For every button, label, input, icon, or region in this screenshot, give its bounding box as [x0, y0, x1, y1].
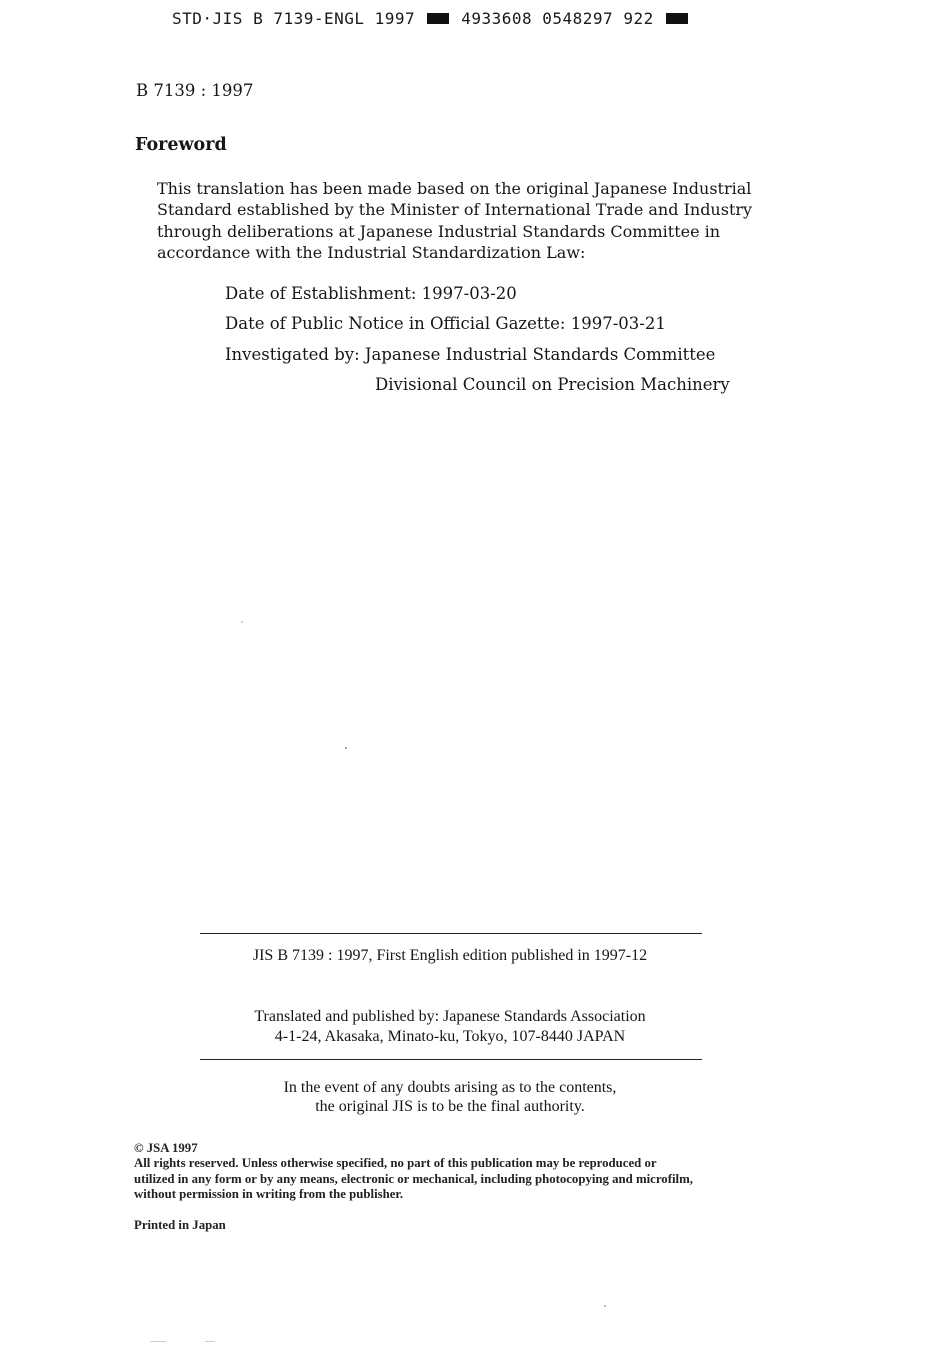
- divider-top: [200, 933, 702, 934]
- paragraph-line: This translation has been made based on the original Japanese Industrial: [157, 179, 752, 198]
- establishment-date: Date of Establishment: 1997-03-20: [225, 284, 517, 303]
- paragraph-line: through deliberations at Japanese Industrial Standards Committee in: [157, 221, 721, 241]
- document-id: B 7139 : 1997: [136, 81, 254, 100]
- public-notice-date: Date of Public Notice in Official Gazette: 1997-03-21: [225, 314, 666, 333]
- scan-speck: [150, 1341, 166, 1342]
- scan-speck: [604, 1305, 606, 1307]
- translated-by-line: Translated and published by: Japanese Standards Association: [254, 1008, 646, 1025]
- stamp-block-mark: [427, 13, 449, 24]
- stamp-serial-number: 4933608 0548297 922: [461, 9, 654, 28]
- scan-speck: [241, 621, 243, 623]
- paragraph-line: accordance with the Industrial Standardization Law:: [157, 242, 586, 262]
- stamp-block-mark: [666, 13, 688, 24]
- document-stamp: [172, 9, 688, 28]
- printed-in: Printed in Japan: [134, 1218, 226, 1232]
- copyright-notice-line: All rights reserved. Unless otherwise specified, no part of this publication may be reproduced or: [134, 1156, 657, 1171]
- section-heading: Foreword: [135, 135, 227, 155]
- divider-bottom: [200, 1059, 702, 1060]
- publisher-address: 4-1-24, Akasaka, Minato-ku, Tokyo, 107-8440 JAPAN: [274, 1028, 626, 1045]
- scan-speck: [345, 747, 347, 749]
- copyright-notice-line: utilized in any form or by any means, electronic or mechanical, including photocopying and microfilm,: [134, 1171, 693, 1186]
- copyright-notice-line: without permission in writing from the publisher.: [134, 1187, 404, 1202]
- copyright-block: [134, 1141, 693, 1203]
- edition-line: JIS B 7139 : 1997, First English edition published in 1997-12: [252, 947, 648, 964]
- investigated-by-council: Divisional Council on Precision Machinery: [375, 375, 730, 394]
- authority-line: In the event of any doubts arising as to the contents,: [283, 1079, 617, 1096]
- authority-line: the original JIS is to be the final authority.: [315, 1098, 585, 1115]
- paragraph-line: Standard established by the Minister of International Trade and Industry: [157, 200, 753, 220]
- copyright-mark: © JSA 1997: [134, 1141, 198, 1155]
- scan-speck: [205, 1341, 215, 1342]
- foreword-paragraph: [157, 178, 777, 263]
- investigated-by: Investigated by: Japanese Industrial Standards Committee: [225, 345, 716, 364]
- stamp-standard-code: STD·JIS B 7139-ENGL 1997: [172, 9, 416, 28]
